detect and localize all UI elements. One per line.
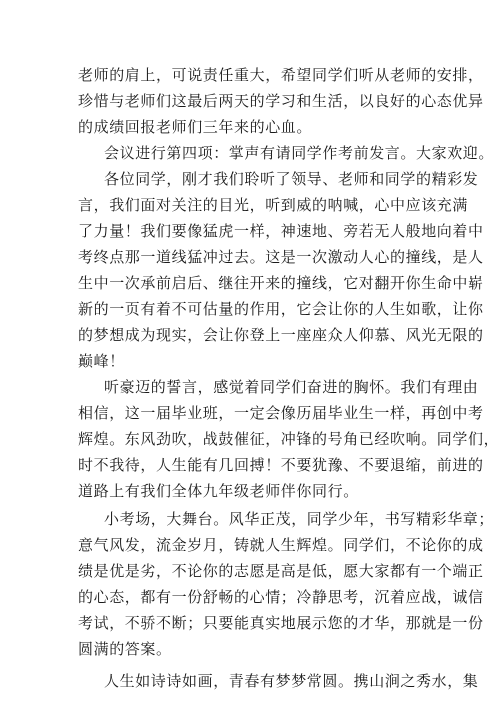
text-line: 人生如诗诗如画，青春有梦梦常圆。携山涧之秀水，集 [104,672,479,690]
text-line: 各位同学，刚才我们聆听了领导、老师和同学的精彩发 [104,170,479,188]
text-line: 会议进行第四项：掌声有请同学作考前发言。大家欢迎。 [104,144,495,162]
text-line: 小考场，大舞台。风华正茂，同学少年，书写精彩华章； [104,510,495,528]
text-line: 巅峰！ [78,352,125,370]
text-line: 道路上有我们全体九年级老师伴你同行。 [78,482,359,500]
text-line: 新的一页有着不可估量的作用，它会让你的人生如歌，让你 [78,300,484,318]
text-line: 听豪迈的誓言，感觉着同学们奋进的胸怀。我们有理由 [104,378,479,396]
text-line: 的心态，都有一份舒畅的心情；冷静思考，沉着应战，诚信 [78,588,484,606]
text-line: 绩是优是劣，不论你的志愿是高是低，愿大家都有一个端正 [78,562,484,580]
text-line: 的梦想成为现实，会让你登上一座座众人仰慕、风光无限的 [78,326,484,344]
text-line: 了力量！我们要像猛虎一样，神速地、旁若无人般地向着中 [78,222,484,240]
text-line: 生中一次承前启后、继往开来的撞线，它对翻开你生命中崭 [78,274,484,292]
text-line: 老师的肩上，可说责任重大，希望同学们听从老师的安排， [78,66,484,84]
text-line: 考终点那一道线猛冲过去。这是一次激动人心的撞线，是人 [78,248,484,266]
text-line: 珍惜与老师们这最后两天的学习和生活，以良好的心态优异 [78,92,484,110]
text-line: 时不我待，人生能有几回搏！不要犹豫、不要退缩，前进的 [78,456,484,474]
text-line: 考试，不骄不断；只要能真实地展示您的才华，那就是一份 [78,614,484,632]
text-line: 圆满的答案。 [78,640,172,658]
text-line: 辉煌。东风劲吹，战鼓催征，冲锋的号角已经吹响。同学们， [78,430,500,448]
text-line: 言，我们面对关注的目光，听到威的呐喊，心中应该充满 [78,196,469,214]
text-line: 的成绩回报老师们三年来的心血。 [78,118,313,136]
text-line: 相信，这一届毕业班，一定会像历届毕业生一样，再创中考 [78,404,484,422]
text-line: 意气风发，流金岁月，铸就人生辉煌。同学们，不论你的成 [78,536,484,554]
